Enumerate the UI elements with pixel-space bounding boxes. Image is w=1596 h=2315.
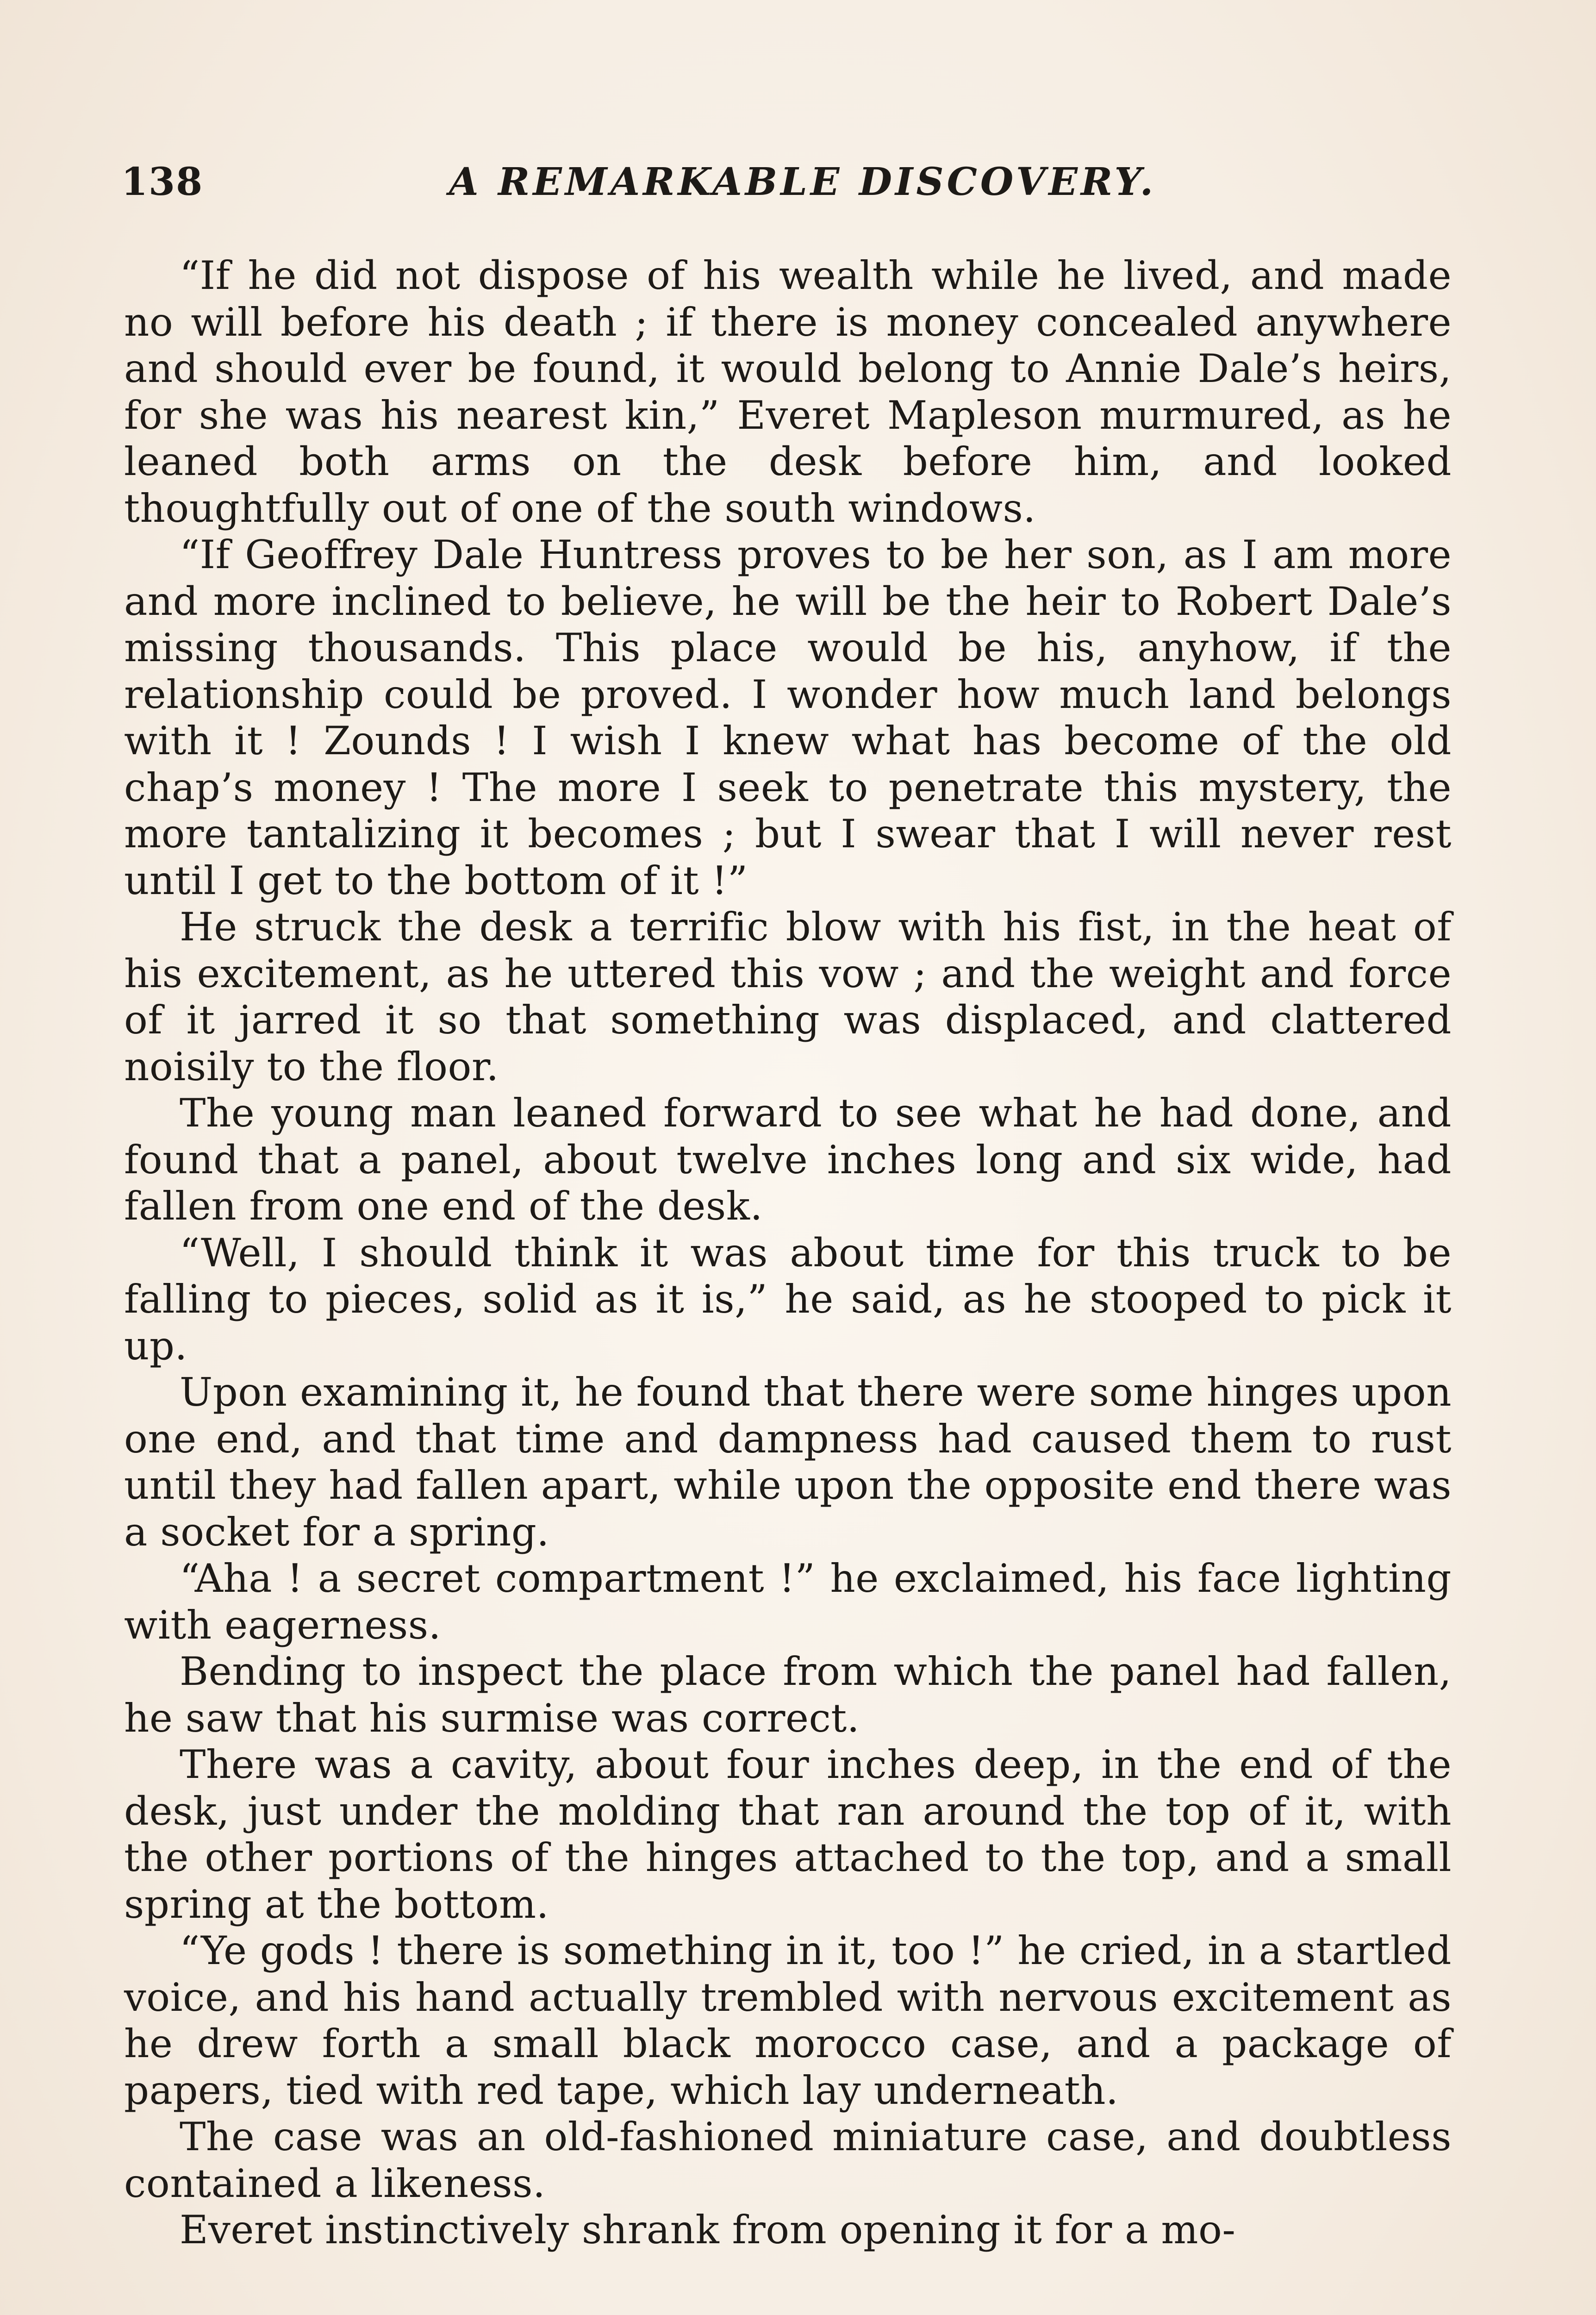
paragraph: “Ye gods ! there is something in it, too !” he cried, in a startled voice, and his hand actually trembled with nervous excitement as he drew forth a small black morocco case, and a package of papers, tied with red tape, which lay underneath. — [124, 1928, 1452, 2113]
paragraph: Bending to inspect the place from which the panel had fallen, he saw that his surmise was correct. — [124, 1649, 1452, 1741]
page-number: 138 — [121, 160, 204, 204]
paragraph: Everet instinctively shrank from opening it for a mo- — [180, 2207, 1236, 2252]
paragraph: “Well, I should think it was about time for this truck to be falling to pieces, solid as it is,” he said, as he stooped to pick it up. — [124, 1230, 1452, 1369]
paragraph: “Aha ! a secret compartment !” he exclaimed, his face lighting with eagerness. — [124, 1556, 1452, 1648]
body-text — [124, 252, 1452, 2253]
page-header — [0, 160, 1596, 215]
paragraph: He struck the desk a terrific blow with his fist, in the heat of his excitement, as he uttered this vow ; and the weight and force of it jarred it so that something was displaced, and clattered noisily to the floor. — [124, 904, 1452, 1089]
paragraph: The case was an old-fashioned miniature case, and doubtless contained a likeness. — [124, 2114, 1452, 2206]
paragraph: The young man leaned forward to see what he had done, and found that a panel, about twelve inches long and six wide, had fallen from one end of the desk. — [124, 1090, 1452, 1229]
paragraph: Upon examining it, he found that there were some hinges upon one end, and that time and dampness had caused them to rust until they had fallen apart, while upon the opposite end there was a socket for a spring. — [124, 1370, 1452, 1555]
paragraph: “If Geoffrey Dale Huntress proves to be her son, as I am more and more inclined to believe, he will be the heir to Robert Dale’s missing thousands. This place would be his, anyhow, if the relationship could be proved. I wonder how much land belongs with it ! Zounds ! I wish I knew what has become of the old chap’s money ! The more I seek to penetrate this mystery, the more tantalizing it becomes ; but I swear that I will never rest until I get to the bottom of it !” — [124, 532, 1452, 903]
paragraph: “If he did not dispose of his wealth while he lived, and made no will before his death ; if there is money concealed anywhere and should ever be found, it would belong to Annie Dale’s heirs, for she was his nearest kin,” Everet Mapleson murmured, as he leaned both arms on the desk before him, and looked thoughtfully out of one of the south windows. — [124, 253, 1452, 531]
paragraph: There was a cavity, about four inches deep, in the end of the desk, just under the molding that ran around the top of it, with the other portions of the hinges attached to the top, and a small spring at the bottom. — [124, 1742, 1452, 1927]
running-head: A REMARKABLE DISCOVERY. — [449, 160, 1157, 204]
